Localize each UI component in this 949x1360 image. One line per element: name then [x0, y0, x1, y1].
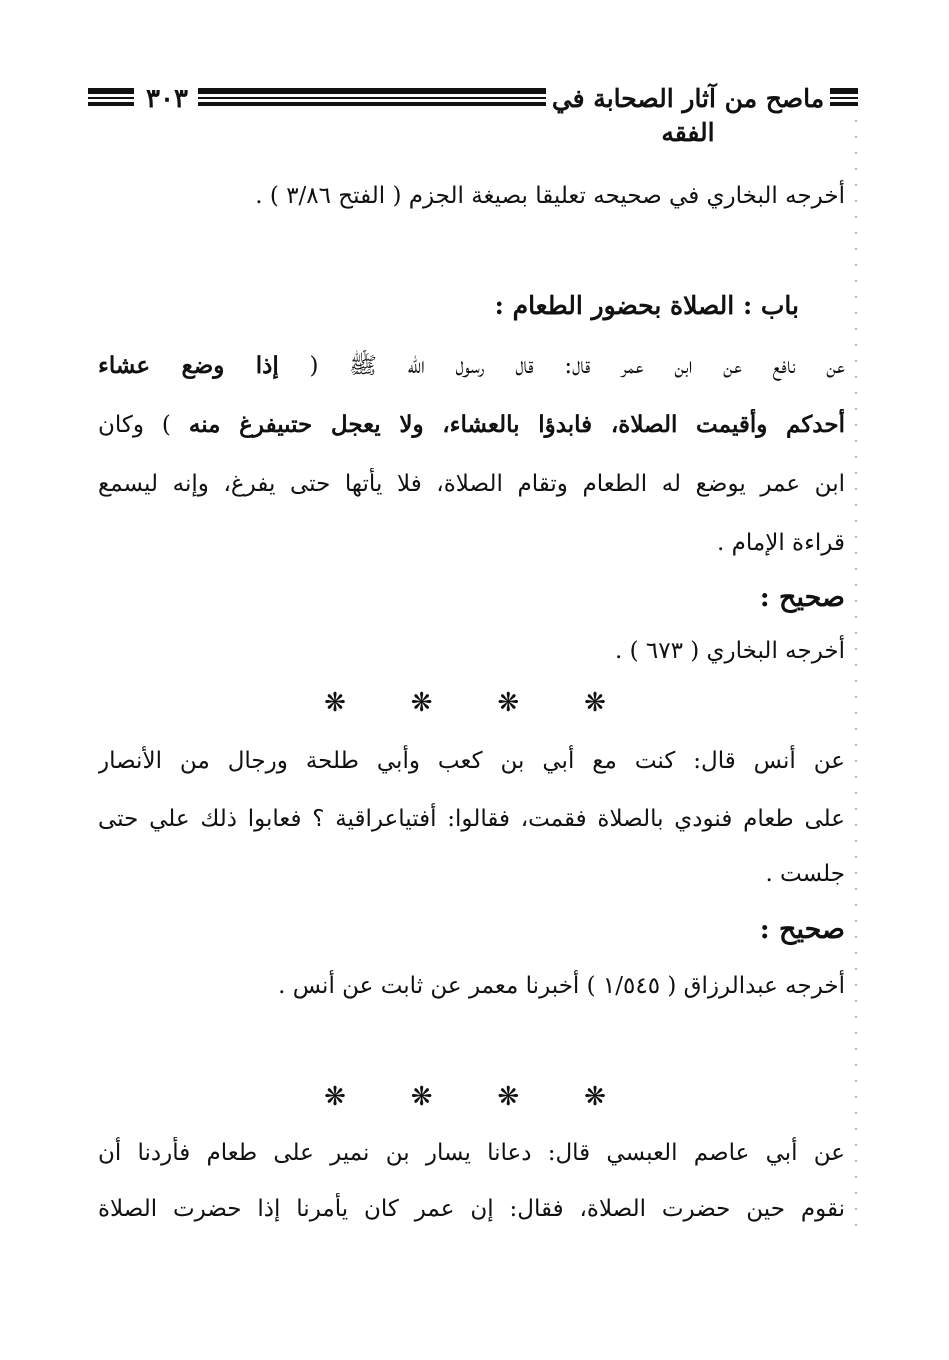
star-icon: ❋ [497, 688, 520, 718]
text-line: أخرجه البخاري ( ٦٧٣ ) . [614, 638, 845, 664]
page-number: ٣٠٣ [146, 84, 188, 114]
star-icon: ❋ [584, 688, 606, 718]
header-rule-right [830, 88, 858, 106]
hadith-text: إذا وضع عشاء [98, 352, 279, 379]
text-line: قراءة الإمام . [717, 530, 845, 556]
star-icon: ❋ [410, 688, 433, 718]
separator-stars [320, 1082, 610, 1112]
text-line [98, 350, 845, 382]
text-line: أخرجه عبدالرزاق ( ١/٥٤٥ ) أخبرنا معمر عن ثابت عن أنس . [278, 973, 845, 999]
star-icon: ❋ [324, 1082, 346, 1112]
star-icon: ❋ [410, 1082, 433, 1112]
chapter-title: باب : الصلاة بحضور الطعام : [494, 291, 799, 320]
hadith-text: أحدكم وأقيمت الصلاة، فابدؤا بالعشاء، ولا يعجل حتىيفرغ منه [188, 411, 845, 438]
text-line [98, 409, 845, 441]
header-rule-center [198, 88, 546, 106]
text-segment: ) وكان [98, 412, 189, 438]
text-line: جلست . [765, 861, 845, 887]
text-line: عن أبي عاصم العبسي قال: دعانا يسار بن نمير على طعام فأردنا أن [98, 1140, 845, 1166]
running-title: ماصح من آثار الصحابة في الفقه [551, 84, 825, 147]
separator-stars [320, 688, 610, 718]
star-icon: ❋ [584, 1082, 606, 1112]
text-line: أخرجه البخاري في صحيحه تعليقا بصيغة الجزم ( الفتح ٣/٨٦ ) . [255, 183, 845, 209]
text-line: عن أنس قال: كنت مع أبي بن كعب وأبي طلحة ورجال من الأنصار [98, 748, 845, 774]
text-line: نقوم حين حضرت الصلاة، فقال: إن عمر كان يأمرنا إذا حضرت الصلاة [98, 1196, 845, 1222]
text-segment: عن نافع عن ابن عمر قال: قال رسول الله ﷺ ( [278, 353, 845, 379]
star-icon: ❋ [324, 688, 346, 718]
verdict-label: صحيح : [759, 914, 845, 945]
text-line: على طعام فنودي بالصلاة فقمت، فقالوا: أفتياعراقية ؟ فعابوا ذلك علي حتى [98, 806, 845, 832]
header-rule-left [88, 88, 134, 106]
margin-dots [855, 120, 857, 1240]
star-icon: ❋ [497, 1082, 520, 1112]
verdict-label: صحيح : [759, 582, 845, 613]
page-header [88, 82, 858, 147]
text-line: ابن عمر يوضع له الطعام وتقام الصلاة، فلا يأتها حتى يفرغ، وإنه ليسمع [98, 471, 845, 497]
